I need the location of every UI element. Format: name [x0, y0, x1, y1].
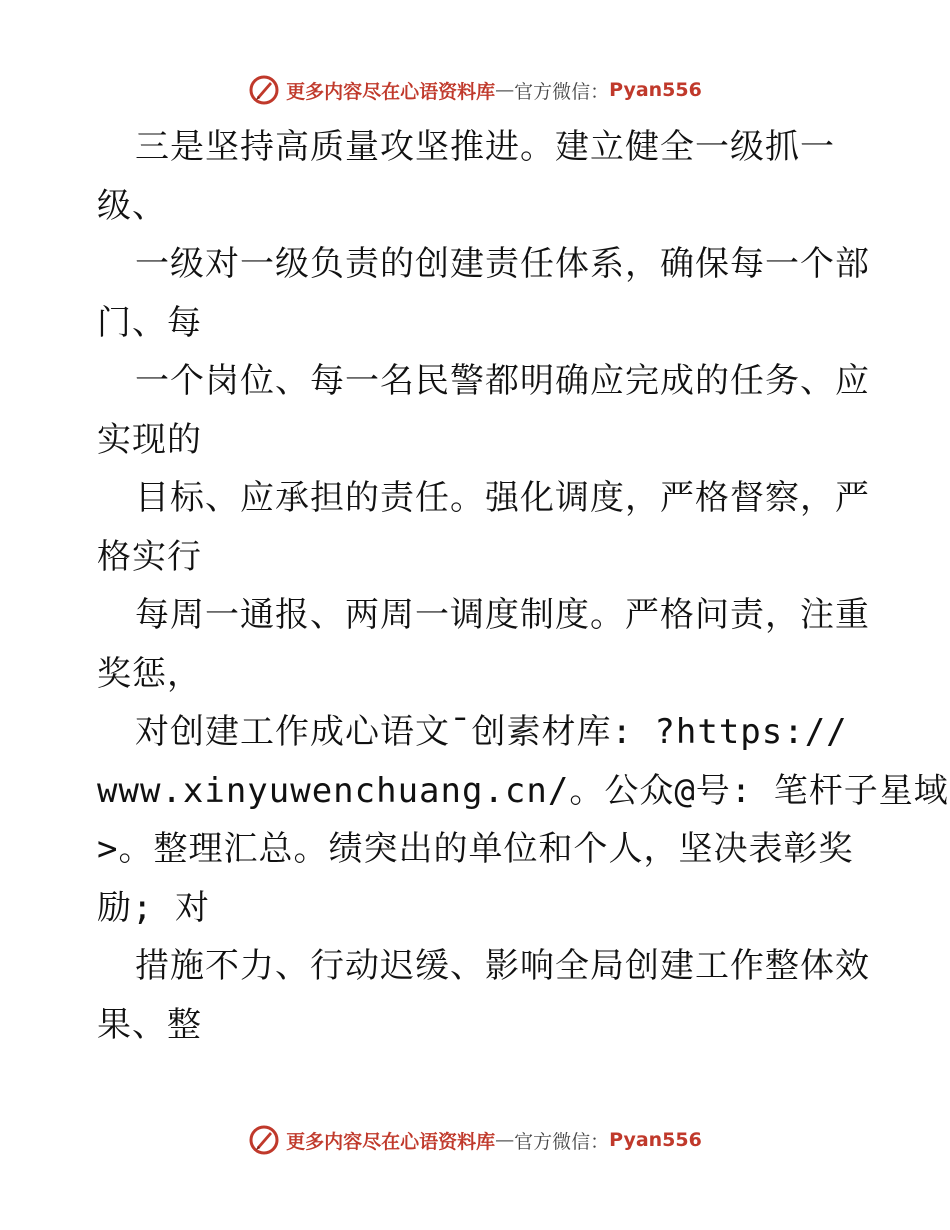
text-line: 措施不力、行动迟缓、影响全局创建工作整体效 — [135, 946, 870, 986]
text-line: 一级对一级负责的创建责任体系，确保每一个部 — [135, 244, 870, 284]
text-line: 对创建工作成心语文¯创素材库: ?https:// — [135, 712, 848, 752]
header-banner — [0, 70, 950, 110]
text-line: 三是坚持高质量攻坚推进。建立健全一级抓一 — [135, 127, 835, 167]
text-line: 励; 对 — [97, 887, 210, 928]
footer-wechat-account: Pyan556 — [609, 1129, 702, 1151]
text-line: 果、整 — [97, 1004, 202, 1045]
footer-site-name: 更多内容尽在心语资料库 — [286, 1130, 496, 1153]
text-line: 级、 — [97, 185, 167, 226]
text-line: >。整理汇总。绩突出的单位和个人，坚决表彰奖 — [97, 829, 854, 869]
text-line: 目标、应承担的责任。强化调度，严格督察，严 — [135, 478, 870, 518]
footer-wechat-label: 官方微信： — [514, 1130, 610, 1153]
footer-banner — [0, 1120, 950, 1160]
quill-logo-icon — [248, 74, 280, 106]
header-wechat-account: Pyan556 — [609, 79, 702, 101]
header-site-name: 更多内容尽在心语资料库 — [286, 80, 496, 103]
header-wechat-label: 官方微信： — [514, 80, 610, 103]
text-line: 奖惩， — [97, 653, 202, 694]
quill-logo-icon — [248, 1124, 280, 1156]
text-line: 每周一通报、两周一调度制度。严格问责，注重 — [135, 595, 870, 635]
text-line: 格实行 — [97, 536, 202, 577]
text-line: www.xinyuwenchuang.cn/。公众@号: 笔杆子星域 — [97, 770, 949, 811]
footer-dash: — — [495, 1129, 515, 1151]
text-line: 一个岗位、每一名民警都明确应完成的任务、应 — [135, 361, 870, 401]
header-dash: — — [495, 79, 515, 101]
text-line: 实现的 — [97, 419, 202, 460]
document-body — [97, 118, 949, 1054]
text-line: 门、每 — [97, 302, 202, 343]
